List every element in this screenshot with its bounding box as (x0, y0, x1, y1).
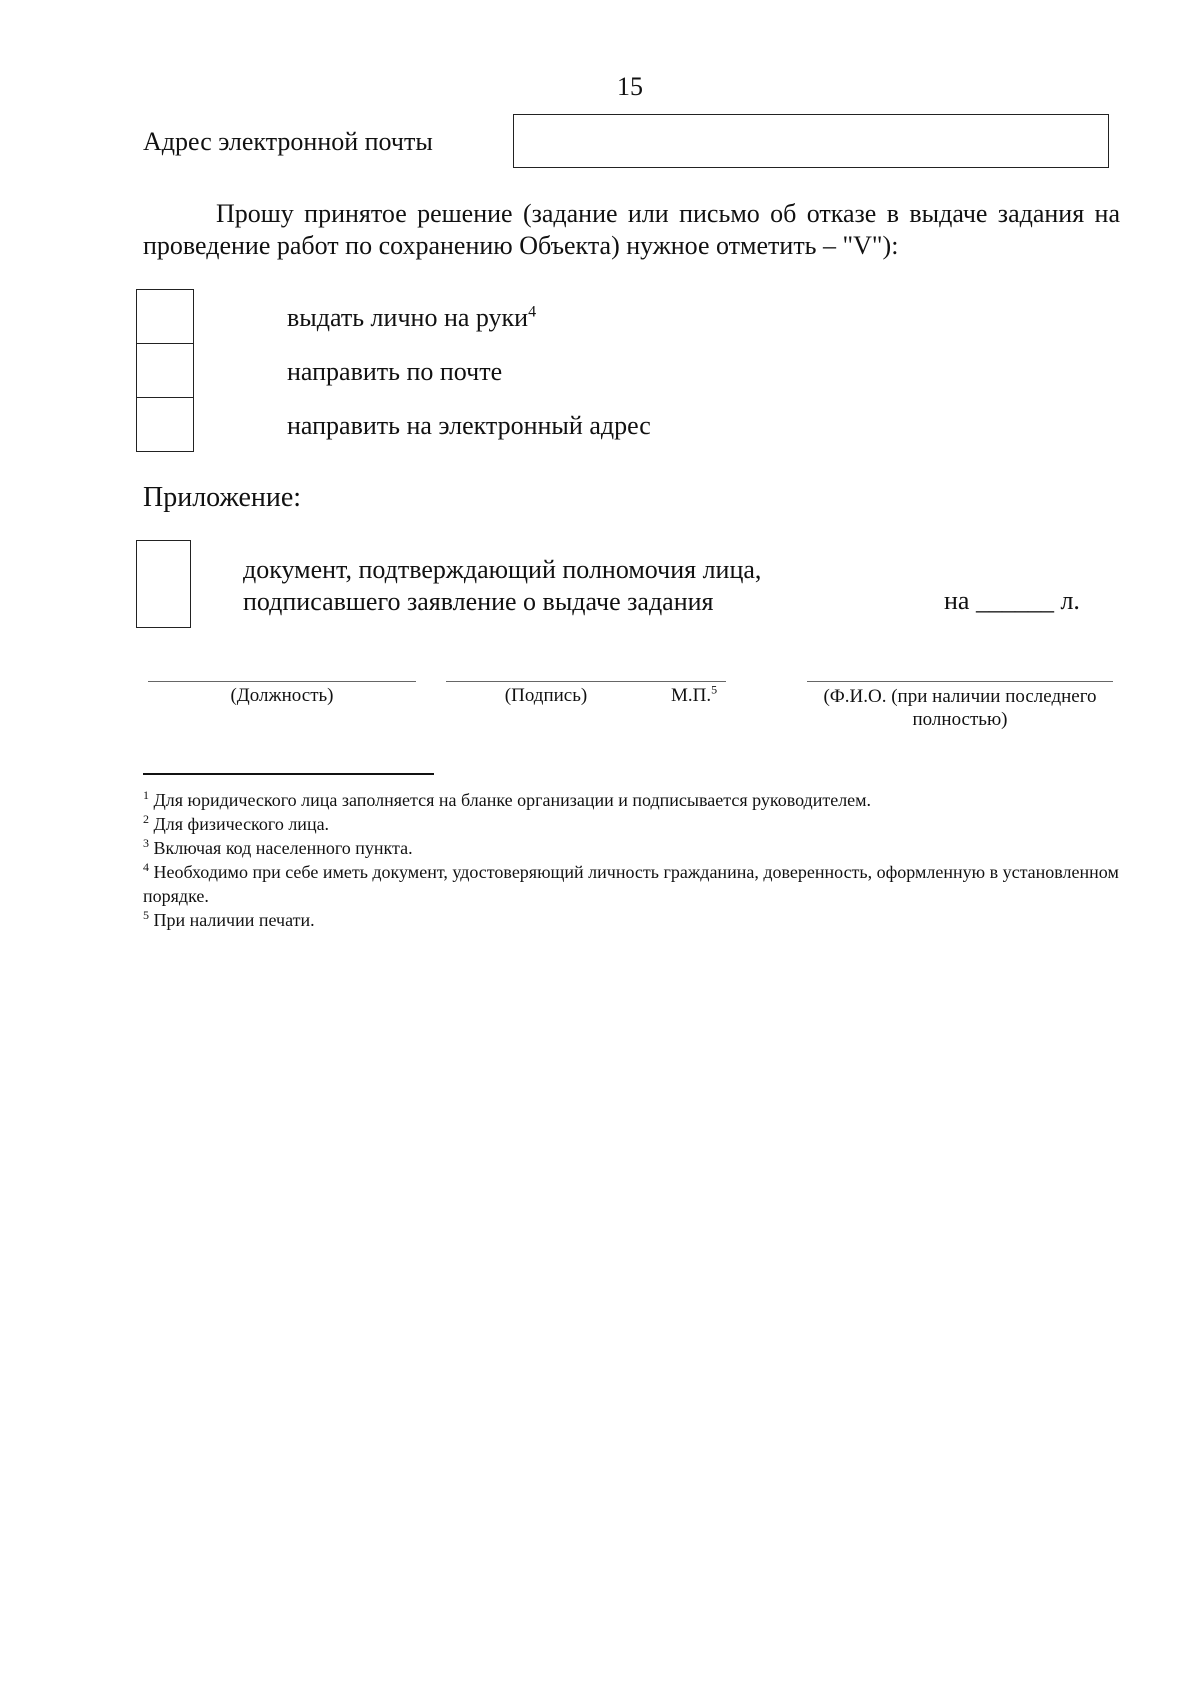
signature-caption: (Подпись) (504, 685, 588, 706)
request-paragraph: Прошу принятое решение (задание или письмо об отказе в выдаче задания на проведение работ по сохранению Объекта) нужное отметить – "V"): (143, 199, 1120, 260)
footnote-4: $^4$ Необходимо при себе иметь документ, удостоверяющий личность гражданина, доверенность, оформленную в установленном порядке. (143, 860, 1119, 906)
checkbox-by-email[interactable] (136, 397, 194, 452)
checkbox-by-mail[interactable] (136, 343, 194, 398)
option-by-email-label: направить на электронный адрес (287, 411, 651, 440)
checkbox-authority-document[interactable] (136, 540, 191, 628)
footnote-1: $^1$ Для юридического лица заполняется на бланке организации и подписывается руководителем. (143, 788, 872, 810)
stamp-caption: М.П.$^5$ (671, 682, 718, 706)
full-name-line[interactable] (807, 681, 1113, 682)
footnote-2: $^2$ Для физического лица. (143, 812, 330, 834)
email-label: Адрес электронной почты (143, 127, 433, 156)
position-caption: (Должность) (230, 685, 334, 706)
option-in-person-label: выдать лично на руки$^4$ (287, 303, 537, 332)
footnotes (143, 788, 1128, 932)
authority-document-line-2: подписавшего заявление о выдаче задания (243, 587, 714, 616)
footnote-divider (143, 773, 434, 775)
page-count-field[interactable]: на ______ л. (944, 586, 1080, 615)
full-name-caption-line-1: (Ф.И.О. (при наличии последнего (823, 686, 1097, 707)
email-field[interactable] (513, 114, 1109, 168)
footnote-ref: 5 (711, 682, 718, 697)
position-line[interactable] (148, 681, 416, 682)
authority-document-line-1: документ, подтверждающий полномочия лица, (243, 555, 762, 584)
option-by-mail-label: направить по почте (287, 357, 503, 386)
footnote-3: $^3$ Включая код населенного пункта. (143, 836, 413, 858)
footnote-5: $^5$ При наличии печати. (143, 908, 315, 930)
full-name-caption-line-2: полностью) (912, 709, 1008, 730)
footnote-ref: 4 (528, 303, 537, 321)
full-name-caption (807, 685, 1113, 731)
signature-line[interactable] (446, 681, 726, 682)
page-number: 15 (617, 72, 643, 101)
appendix-heading: Приложение: (143, 482, 302, 513)
authority-document-text (243, 554, 761, 618)
checkbox-in-person[interactable] (136, 289, 194, 344)
